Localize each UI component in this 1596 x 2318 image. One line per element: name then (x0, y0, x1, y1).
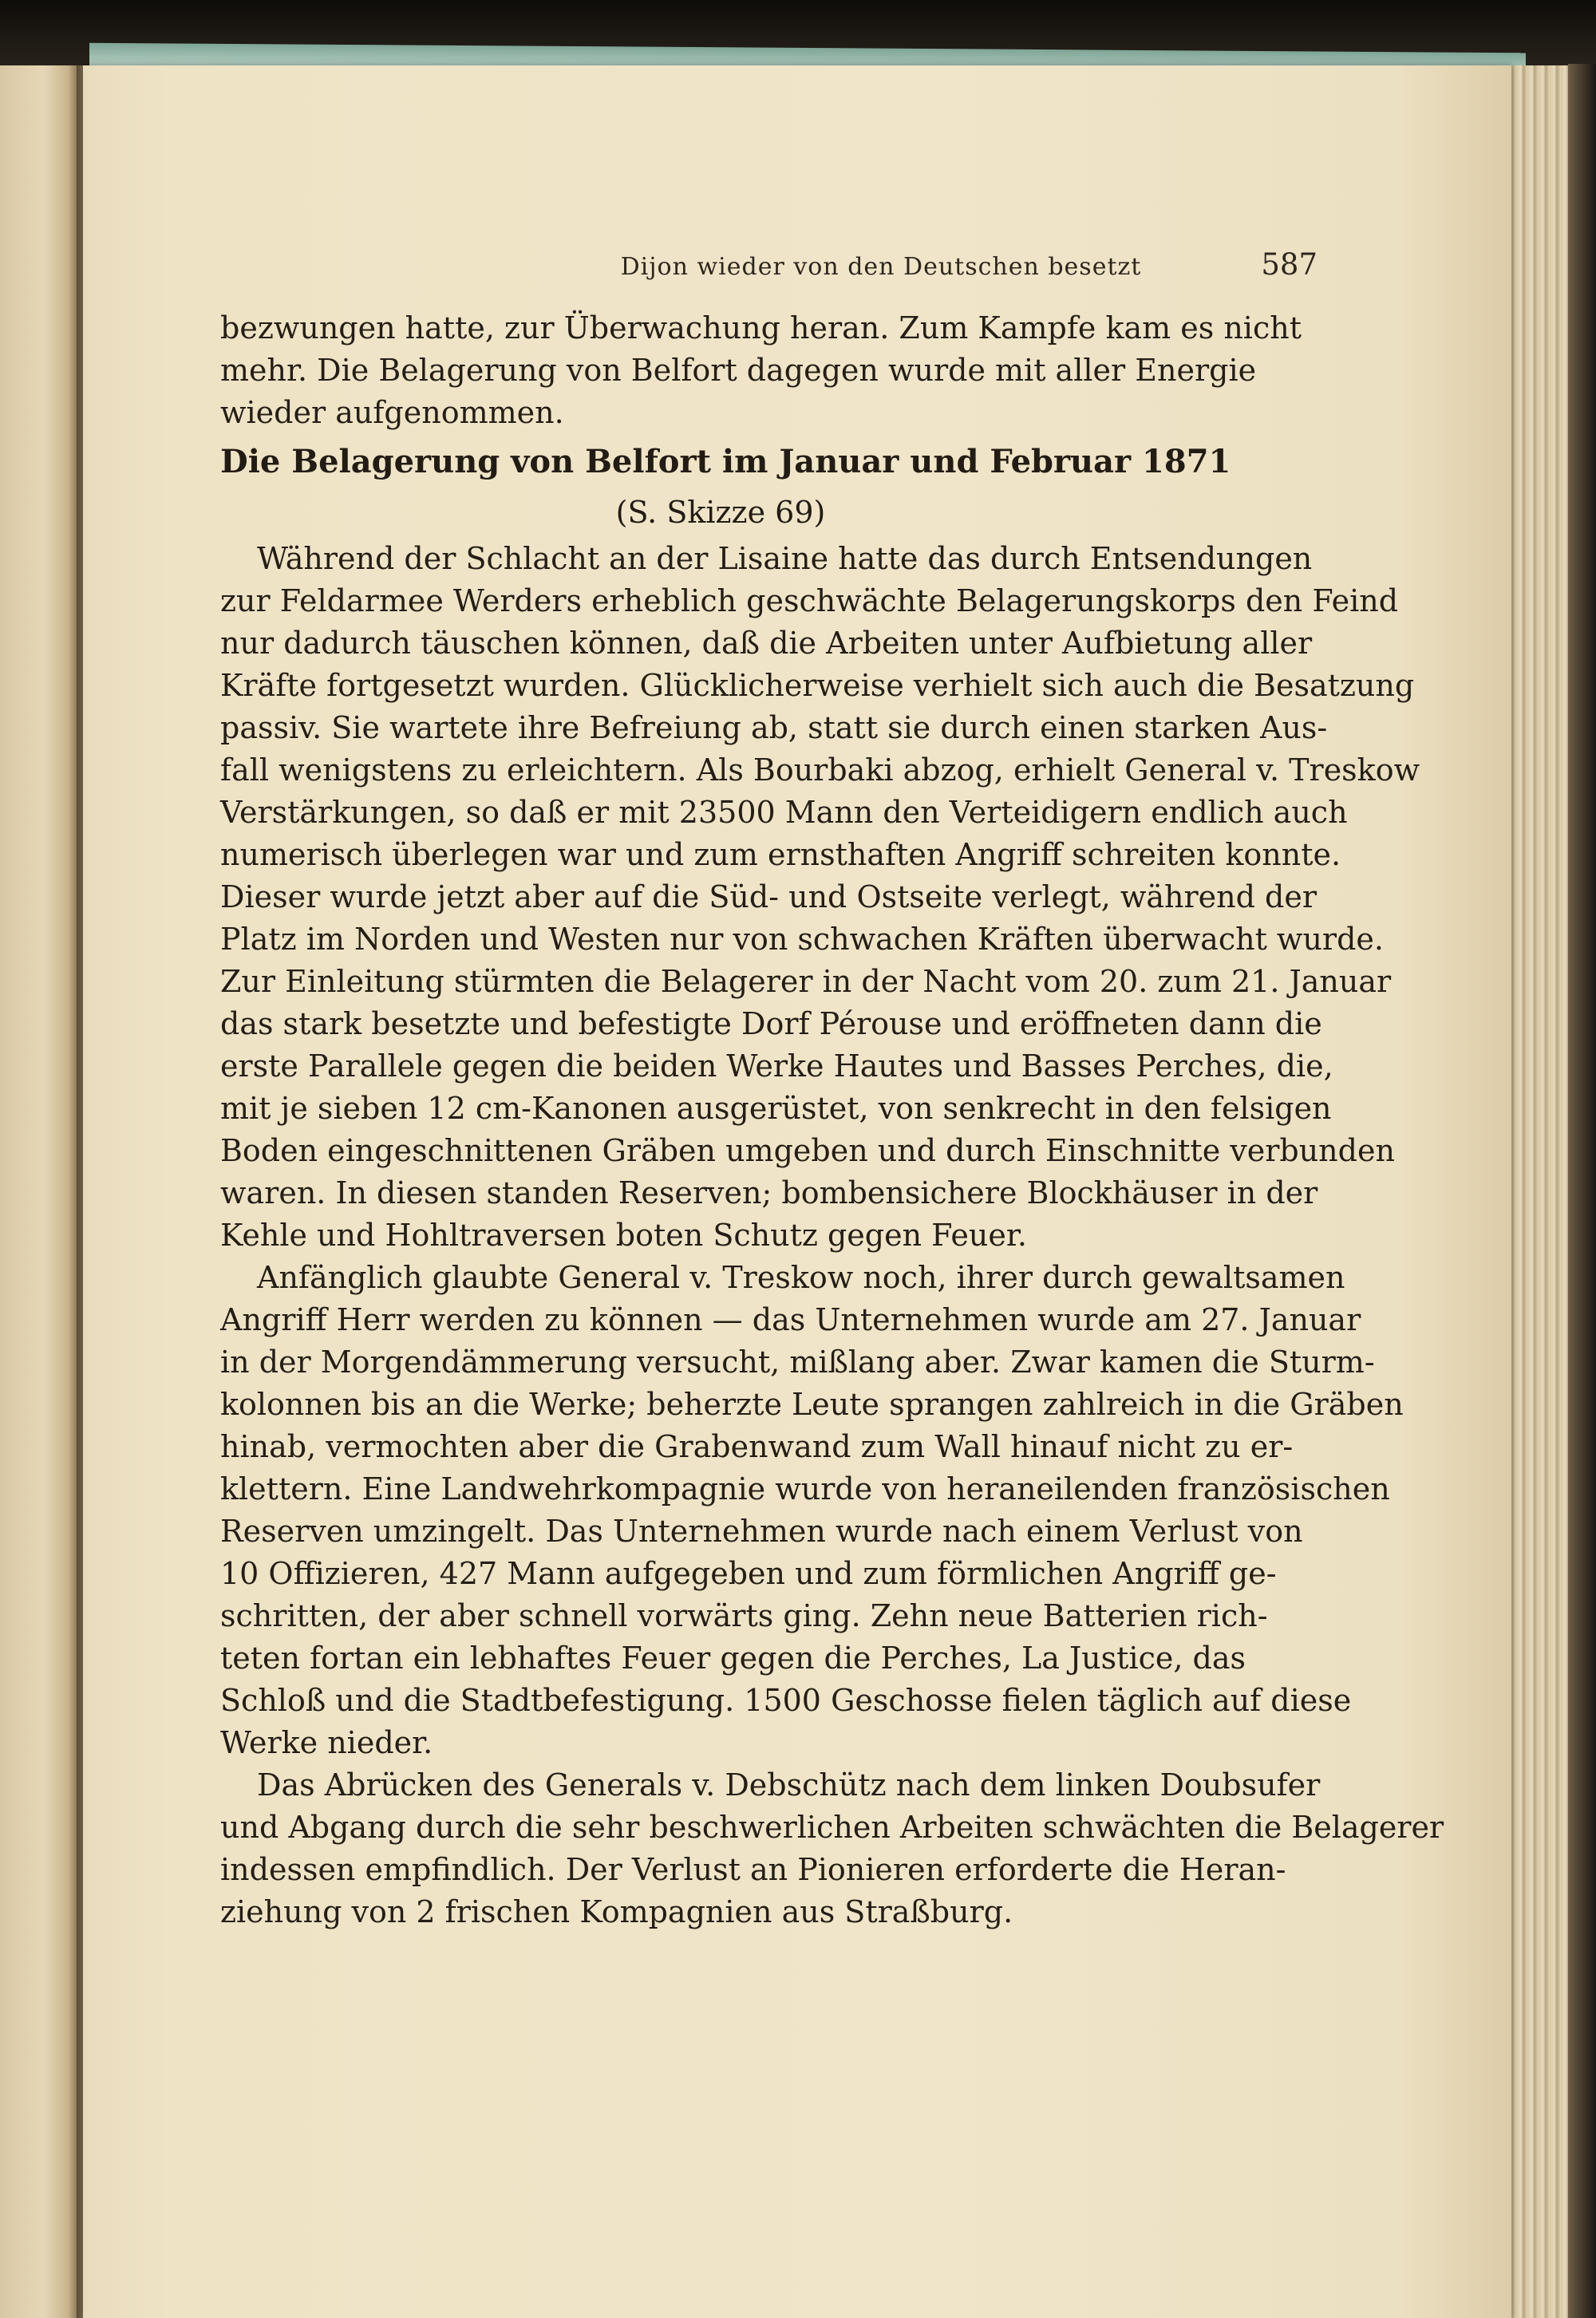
text-line: Schloß und die Stadtbefestigung. 1500 Geschosse fielen täglich auf diese (220, 1683, 1352, 1718)
section-subtitle: (S. Skizze 69) (615, 495, 826, 530)
text-line: Während der Schlacht an der Lisaine hatte das durch Entsendungen (257, 541, 1313, 576)
text-line: das stark besetzte und befestigte Dorf Pérouse und eröffneten dann die (220, 1006, 1322, 1041)
text-line: Verstärkungen, so daß er mit 23500 Mann den Verteidigern endlich auch (220, 795, 1348, 830)
page-text (220, 307, 1444, 1933)
text-line: Boden eingeschnittenen Gräben umgeben und durch Einschnitte verbunden (220, 1133, 1395, 1168)
text-line: numerisch überlegen war und zum ernsthaften Angriff schreiten konnte. (220, 837, 1341, 872)
text-line: erste Parallele gegen die beiden Werke Hautes und Basses Perches, die, (220, 1048, 1333, 1084)
text-line: teten fortan ein lebhaftes Feuer gegen die Perches, La Justice, das (220, 1641, 1246, 1676)
text-line: Platz im Norden und Westen nur von schwachen Kräften überwacht wurde. (220, 922, 1384, 957)
text-line: Reserven umzingelt. Das Unternehmen wurde nach einem Verlust von (220, 1514, 1303, 1549)
text-line: ziehung von 2 frischen Kompagnien aus Straßburg. (220, 1894, 1013, 1929)
text-line: zur Feldarmee Werders erheblich geschwächte Belagerungskorps den Feind (220, 583, 1399, 618)
page-stack-shadow (1568, 64, 1596, 2318)
text-line: hinab, vermochten aber die Grabenwand zum Wall hinauf nicht zu er- (220, 1429, 1294, 1464)
text-line: klettern. Eine Landwehrkompagnie wurde von heraneilenden französischen (220, 1471, 1390, 1507)
text-line: in der Morgendämmerung versucht, mißlang aber. Zwar kamen die Sturm- (220, 1345, 1375, 1380)
text-line: Das Abrücken des Generals v. Debschütz nach dem linken Doubsufer (257, 1767, 1321, 1803)
text-line: wieder aufgenommen. (220, 395, 564, 430)
text-line: schritten, der aber schnell vorwärts ging. Zehn neue Batterien rich- (220, 1598, 1268, 1633)
text-line: nur dadurch täuschen können, daß die Arbeiten unter Aufbietung aller (220, 626, 1313, 661)
section-title: Die Belagerung von Belfort im Januar und Februar 1871 (220, 443, 1231, 480)
text-line: kolonnen bis an die Werke; beherzte Leute sprangen zahlreich in die Gräben (220, 1387, 1404, 1422)
text-line: Zur Einleitung stürmten die Belagerer in der Nacht vom 20. zum 21. Januar (220, 964, 1392, 999)
previous-page-edge (0, 65, 80, 2318)
running-head: Dijon wieder von den Deutschen besetzt (620, 253, 1142, 281)
text-line: Kehle und Hohltraversen boten Schutz gegen Feuer. (220, 1218, 1027, 1253)
text-line: Kräfte fortgesetzt wurden. Glücklicherweise verhielt sich auch die Besatzung (220, 668, 1415, 703)
page-number: 587 (1261, 247, 1317, 282)
text-line: Werke nieder. (220, 1725, 433, 1760)
text-line: mit je sieben 12 cm-Kanonen ausgerüstet, von senkrecht in den felsigen (220, 1091, 1332, 1126)
text-line: Anfänglich glaubte General v. Treskow noch, ihrer durch gewaltsamen (257, 1260, 1345, 1295)
text-line: mehr. Die Belagerung von Belfort dagegen wurde mit aller Energie (220, 353, 1257, 388)
text-line: passiv. Sie wartete ihre Befreiung ab, statt sie durch einen starken Aus- (220, 710, 1328, 745)
text-line: Dieser wurde jetzt aber auf die Süd- und Ostseite verlegt, während der (220, 879, 1317, 914)
text-line: fall wenigstens zu erleichtern. Als Bourbaki abzog, erhielt General v. Treskow (220, 752, 1420, 788)
text-line: indessen empfindlich. Der Verlust an Pionieren erforderte die Heran- (220, 1852, 1286, 1887)
text-line: Angriff Herr werden zu können — das Unternehmen wurde am 27. Januar (220, 1302, 1361, 1337)
text-line: 10 Offizieren, 427 Mann aufgegeben und zum förmlichen Angriff ge- (220, 1556, 1277, 1591)
text-line: bezwungen hatte, zur Überwachung heran. Zum Kampfe kam es nicht (220, 310, 1302, 346)
text-line: und Abgang durch die sehr beschwerlichen Arbeiten schwächten die Belagerer (220, 1810, 1444, 1845)
text-line: waren. In diesen standen Reserven; bombensichere Blockhäuser in der (220, 1175, 1318, 1210)
